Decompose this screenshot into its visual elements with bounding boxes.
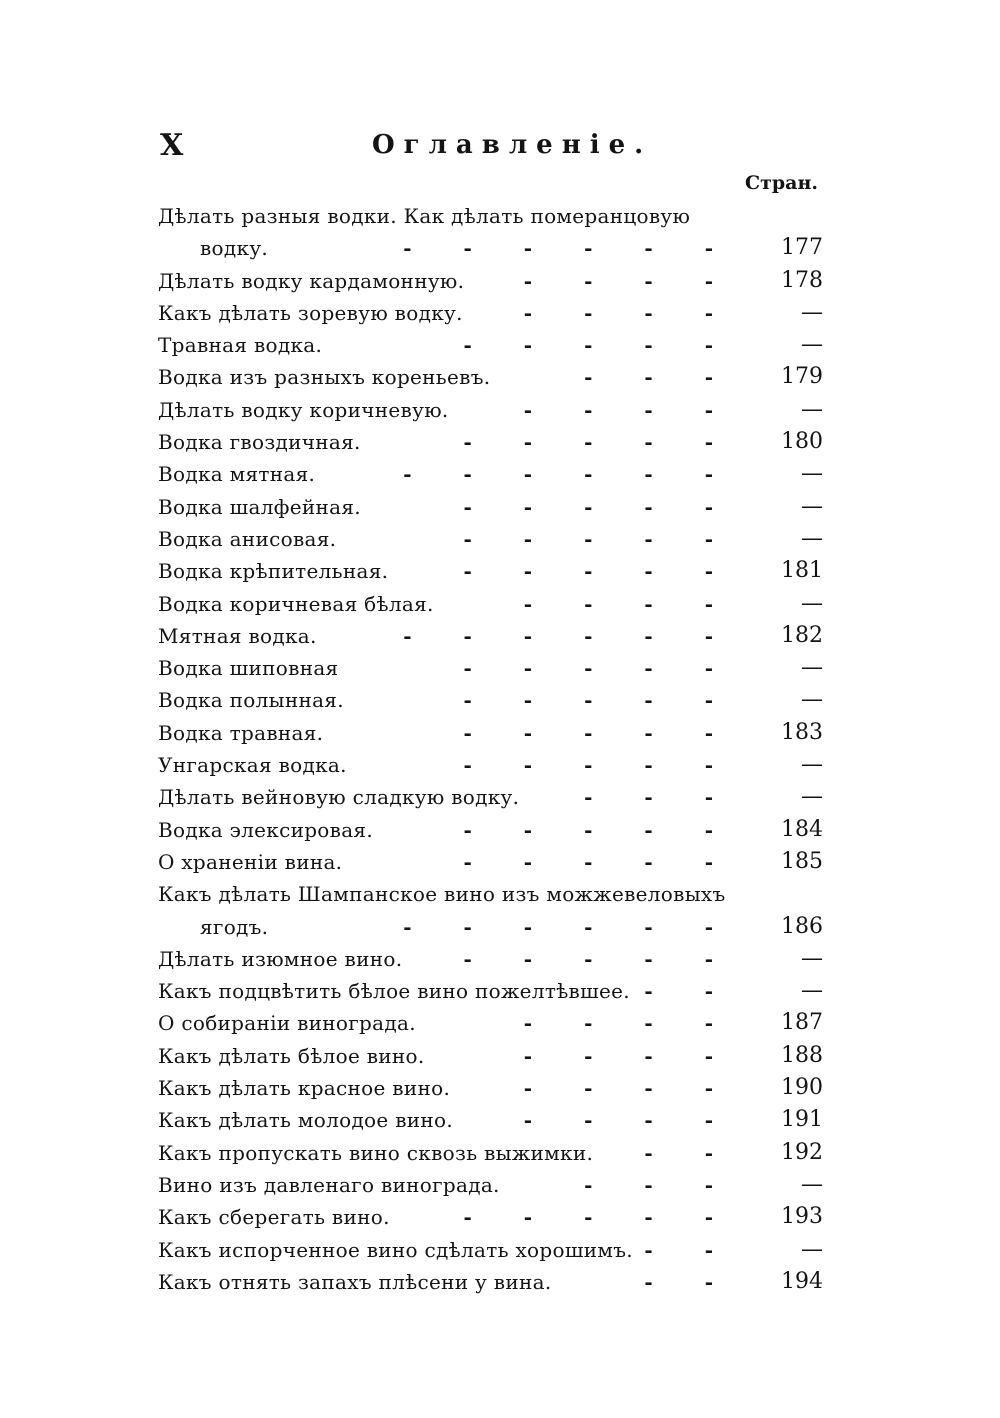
toc-entry [158, 684, 823, 716]
leader-dashes: ------ [403, 914, 765, 939]
leader-dashes: ---- [523, 591, 765, 616]
toc-entry [158, 426, 823, 458]
toc-entry [158, 297, 823, 329]
toc-entry-line [158, 943, 823, 975]
leader-dashes: ----- [463, 720, 765, 745]
toc-entry-line [158, 297, 823, 329]
toc-entry-title: Водка коричневая бѣлая. [158, 591, 434, 616]
toc-entry [158, 1007, 823, 1039]
toc-entry-title: Какъ испорченное вино сдѣлать хорошимъ. [158, 1237, 633, 1262]
toc-entry-title: Водка анисовая. [158, 526, 337, 551]
leader-dashes: ------ [403, 462, 765, 487]
leader-dashes: ----- [463, 1205, 765, 1230]
toc-entry [158, 491, 823, 523]
toc-entry-line [158, 717, 823, 749]
leader-dashes: ----- [463, 559, 765, 584]
toc-page-number: 187 [781, 1010, 823, 1036]
toc-entry [158, 652, 823, 684]
leader-dashes: ---- [523, 1043, 765, 1068]
toc-entry [158, 814, 823, 846]
toc-entry-title: водку. [200, 236, 269, 261]
toc-entry-title: О храненіи вина. [158, 849, 343, 874]
toc-entry-continuation [158, 232, 823, 264]
toc-entry-title: Водка изъ разныхъ кореньевъ. [158, 365, 491, 390]
toc-entry-title: Водка мятная. [158, 462, 316, 487]
toc-entry-title: Водка гвоздичная. [158, 430, 361, 455]
leader-dashes: ----- [463, 656, 765, 681]
toc-page-number: 181 [781, 558, 823, 584]
toc-entry [158, 1040, 823, 1072]
toc-entry-title: Какъ пропускать вино сквозь выжимки. [158, 1140, 594, 1165]
leader-dashes: ---- [523, 268, 765, 293]
leader-dashes: ---- [523, 397, 765, 422]
toc-page-number: — [801, 396, 823, 422]
toc-entry-line [158, 523, 823, 555]
page-title: Оглавленіе. [372, 130, 653, 160]
toc-page-number: — [801, 461, 823, 487]
toc-entry-title: Дѣлать разныя водки. Как дѣлать померанцовую [158, 204, 691, 228]
toc-entry-title: Какъ дѣлать бѣлое вино. [158, 1043, 425, 1068]
toc-page-number: — [801, 687, 823, 713]
leader-dashes: ---- [523, 1011, 765, 1036]
table-of-contents [158, 200, 823, 1298]
toc-entry [158, 717, 823, 749]
toc-page-number: 186 [781, 913, 823, 939]
toc-entry [158, 361, 823, 393]
toc-page-number: — [801, 655, 823, 681]
toc-entry-line [158, 1201, 823, 1233]
toc-page-number: — [801, 493, 823, 519]
toc-page-number: — [801, 525, 823, 551]
toc-page-number: 184 [781, 816, 823, 842]
toc-entry-title: ягодъ. [200, 914, 269, 939]
toc-entry-title: Дѣлать изюмное вино. [158, 946, 403, 971]
toc-entry [158, 458, 823, 490]
leader-dashes: --- [584, 365, 765, 390]
toc-page-number: — [801, 1236, 823, 1262]
toc-entry [158, 265, 823, 297]
toc-entry-line [158, 975, 823, 1007]
leader-dashes: ---- [523, 1108, 765, 1133]
toc-entry [158, 1169, 823, 1201]
toc-entry-line [158, 555, 823, 587]
toc-entry-title: Какъ отнять запахъ плѣсени у вина. [158, 1269, 552, 1294]
toc-entry-line [158, 1266, 823, 1298]
leader-dashes: ----- [463, 430, 765, 455]
toc-page-number: 193 [781, 1204, 823, 1230]
toc-entry-title: Водка шиповная [158, 656, 339, 681]
leader-dashes: -- [644, 979, 765, 1004]
toc-entry-title: Дѣлать водку кардамонную. [158, 268, 465, 293]
toc-entry-title: Какъ сберегать вино. [158, 1205, 390, 1230]
toc-entry-title: Водка крѣпительная. [158, 559, 389, 584]
leader-dashes: ----- [463, 817, 765, 842]
toc-page-number: 178 [781, 267, 823, 293]
toc-entry-title: Водка травная. [158, 720, 324, 745]
toc-page-number: — [801, 978, 823, 1004]
toc-entry-title: Вино изъ давленаго винограда. [158, 1172, 500, 1197]
toc-page-number: 179 [781, 364, 823, 390]
toc-entry-line [158, 265, 823, 297]
toc-entry-line [158, 1169, 823, 1201]
toc-entry-title: Какъ дѣлать зоревую водку. [158, 300, 463, 325]
toc-entry [158, 878, 823, 943]
toc-entry-line [158, 1234, 823, 1266]
toc-page-number: 183 [781, 719, 823, 745]
toc-page-number: 192 [781, 1139, 823, 1165]
toc-entry [158, 555, 823, 587]
leader-dashes: ----- [463, 494, 765, 519]
toc-entry [158, 975, 823, 1007]
toc-entry-line [158, 814, 823, 846]
toc-entry-title: Какъ подцвѣтить бѣлое вино пожелтѣвшее. [158, 979, 630, 1004]
toc-entry-title: Какъ дѣлать молодое вино. [158, 1108, 454, 1133]
toc-entry-title: Какъ дѣлать Шампанское вино изъ можжевеловыхъ [158, 882, 726, 907]
toc-entry-title: О собираніи винограда. [158, 1011, 416, 1036]
toc-entry-title: Травная водка. [158, 333, 323, 358]
leader-dashes: ----- [463, 753, 765, 778]
toc-entry-line [158, 1007, 823, 1039]
leader-dashes: --- [584, 785, 765, 810]
toc-entry-line [158, 1040, 823, 1072]
toc-entry-title: Водка полынная. [158, 688, 344, 713]
toc-entry-line [158, 878, 823, 910]
toc-entry [158, 394, 823, 426]
toc-page-number: 190 [781, 1075, 823, 1101]
leader-dashes: --- [584, 1172, 765, 1197]
toc-entry-line [158, 1104, 823, 1136]
toc-entry [158, 1104, 823, 1136]
toc-entry-line [158, 781, 823, 813]
toc-entry [158, 200, 823, 265]
toc-entry-line [158, 426, 823, 458]
toc-entry [158, 329, 823, 361]
leader-dashes: -- [644, 1237, 765, 1262]
toc-entry-continuation [158, 911, 823, 943]
toc-entry [158, 620, 823, 652]
toc-entry [158, 749, 823, 781]
toc-page-number: 188 [781, 1042, 823, 1068]
toc-page-number: 182 [781, 622, 823, 648]
toc-page-number: 185 [781, 848, 823, 874]
toc-entry [158, 846, 823, 878]
leader-dashes: -- [644, 1140, 765, 1165]
toc-entry-line [158, 361, 823, 393]
toc-entry-line [158, 749, 823, 781]
page-column-label: Стран. [745, 172, 819, 194]
toc-page-number: — [801, 784, 823, 810]
toc-entry-title: Дѣлать водку коричневую. [158, 397, 449, 422]
toc-entry-line [158, 458, 823, 490]
toc-page-number: — [801, 332, 823, 358]
leader-dashes: ---- [523, 300, 765, 325]
toc-page-number: — [801, 590, 823, 616]
leader-dashes: ------ [403, 236, 765, 261]
leader-dashes: ----- [463, 849, 765, 874]
toc-entry-line [158, 652, 823, 684]
toc-entry-title: Унгарская водка. [158, 753, 347, 778]
leader-dashes: -- [644, 1269, 765, 1294]
page-header [160, 128, 820, 168]
toc-page-number: — [801, 299, 823, 325]
toc-entry-line [158, 1072, 823, 1104]
toc-entry-title: Мятная водка. [158, 623, 317, 648]
toc-page-number: — [801, 1171, 823, 1197]
leader-dashes: ---- [523, 1076, 765, 1101]
toc-entry-title: Какъ дѣлать красное вино. [158, 1076, 451, 1101]
toc-entry [158, 1072, 823, 1104]
toc-entry-line [158, 200, 823, 232]
toc-entry [158, 523, 823, 555]
toc-entry-title: Водка элексировая. [158, 817, 374, 842]
page-number: X [160, 128, 185, 163]
toc-page-number: 191 [781, 1107, 823, 1133]
toc-entry [158, 1234, 823, 1266]
toc-page-number: 177 [781, 235, 823, 261]
leader-dashes: ----- [463, 946, 765, 971]
leader-dashes: ----- [463, 688, 765, 713]
toc-entry-line [158, 588, 823, 620]
toc-entry-line [158, 846, 823, 878]
toc-entry [158, 781, 823, 813]
toc-entry-line [158, 684, 823, 716]
toc-entry-line [158, 620, 823, 652]
toc-page-number: — [801, 945, 823, 971]
toc-entry-title: Водка шалфейная. [158, 494, 361, 519]
toc-entry-line [158, 1137, 823, 1169]
toc-entry-line [158, 329, 823, 361]
toc-page-number: 180 [781, 429, 823, 455]
leader-dashes: ------ [403, 623, 765, 648]
toc-entry-title: Дѣлать вейновую сладкую водку. [158, 785, 520, 810]
toc-entry-line [158, 491, 823, 523]
toc-page-number: 194 [781, 1268, 823, 1294]
leader-dashes: ----- [463, 526, 765, 551]
toc-page-number: — [801, 752, 823, 778]
toc-entry [158, 1266, 823, 1298]
toc-entry [158, 588, 823, 620]
toc-entry [158, 1201, 823, 1233]
toc-entry-line [158, 394, 823, 426]
toc-entry [158, 1137, 823, 1169]
leader-dashes: ----- [463, 333, 765, 358]
toc-entry [158, 943, 823, 975]
